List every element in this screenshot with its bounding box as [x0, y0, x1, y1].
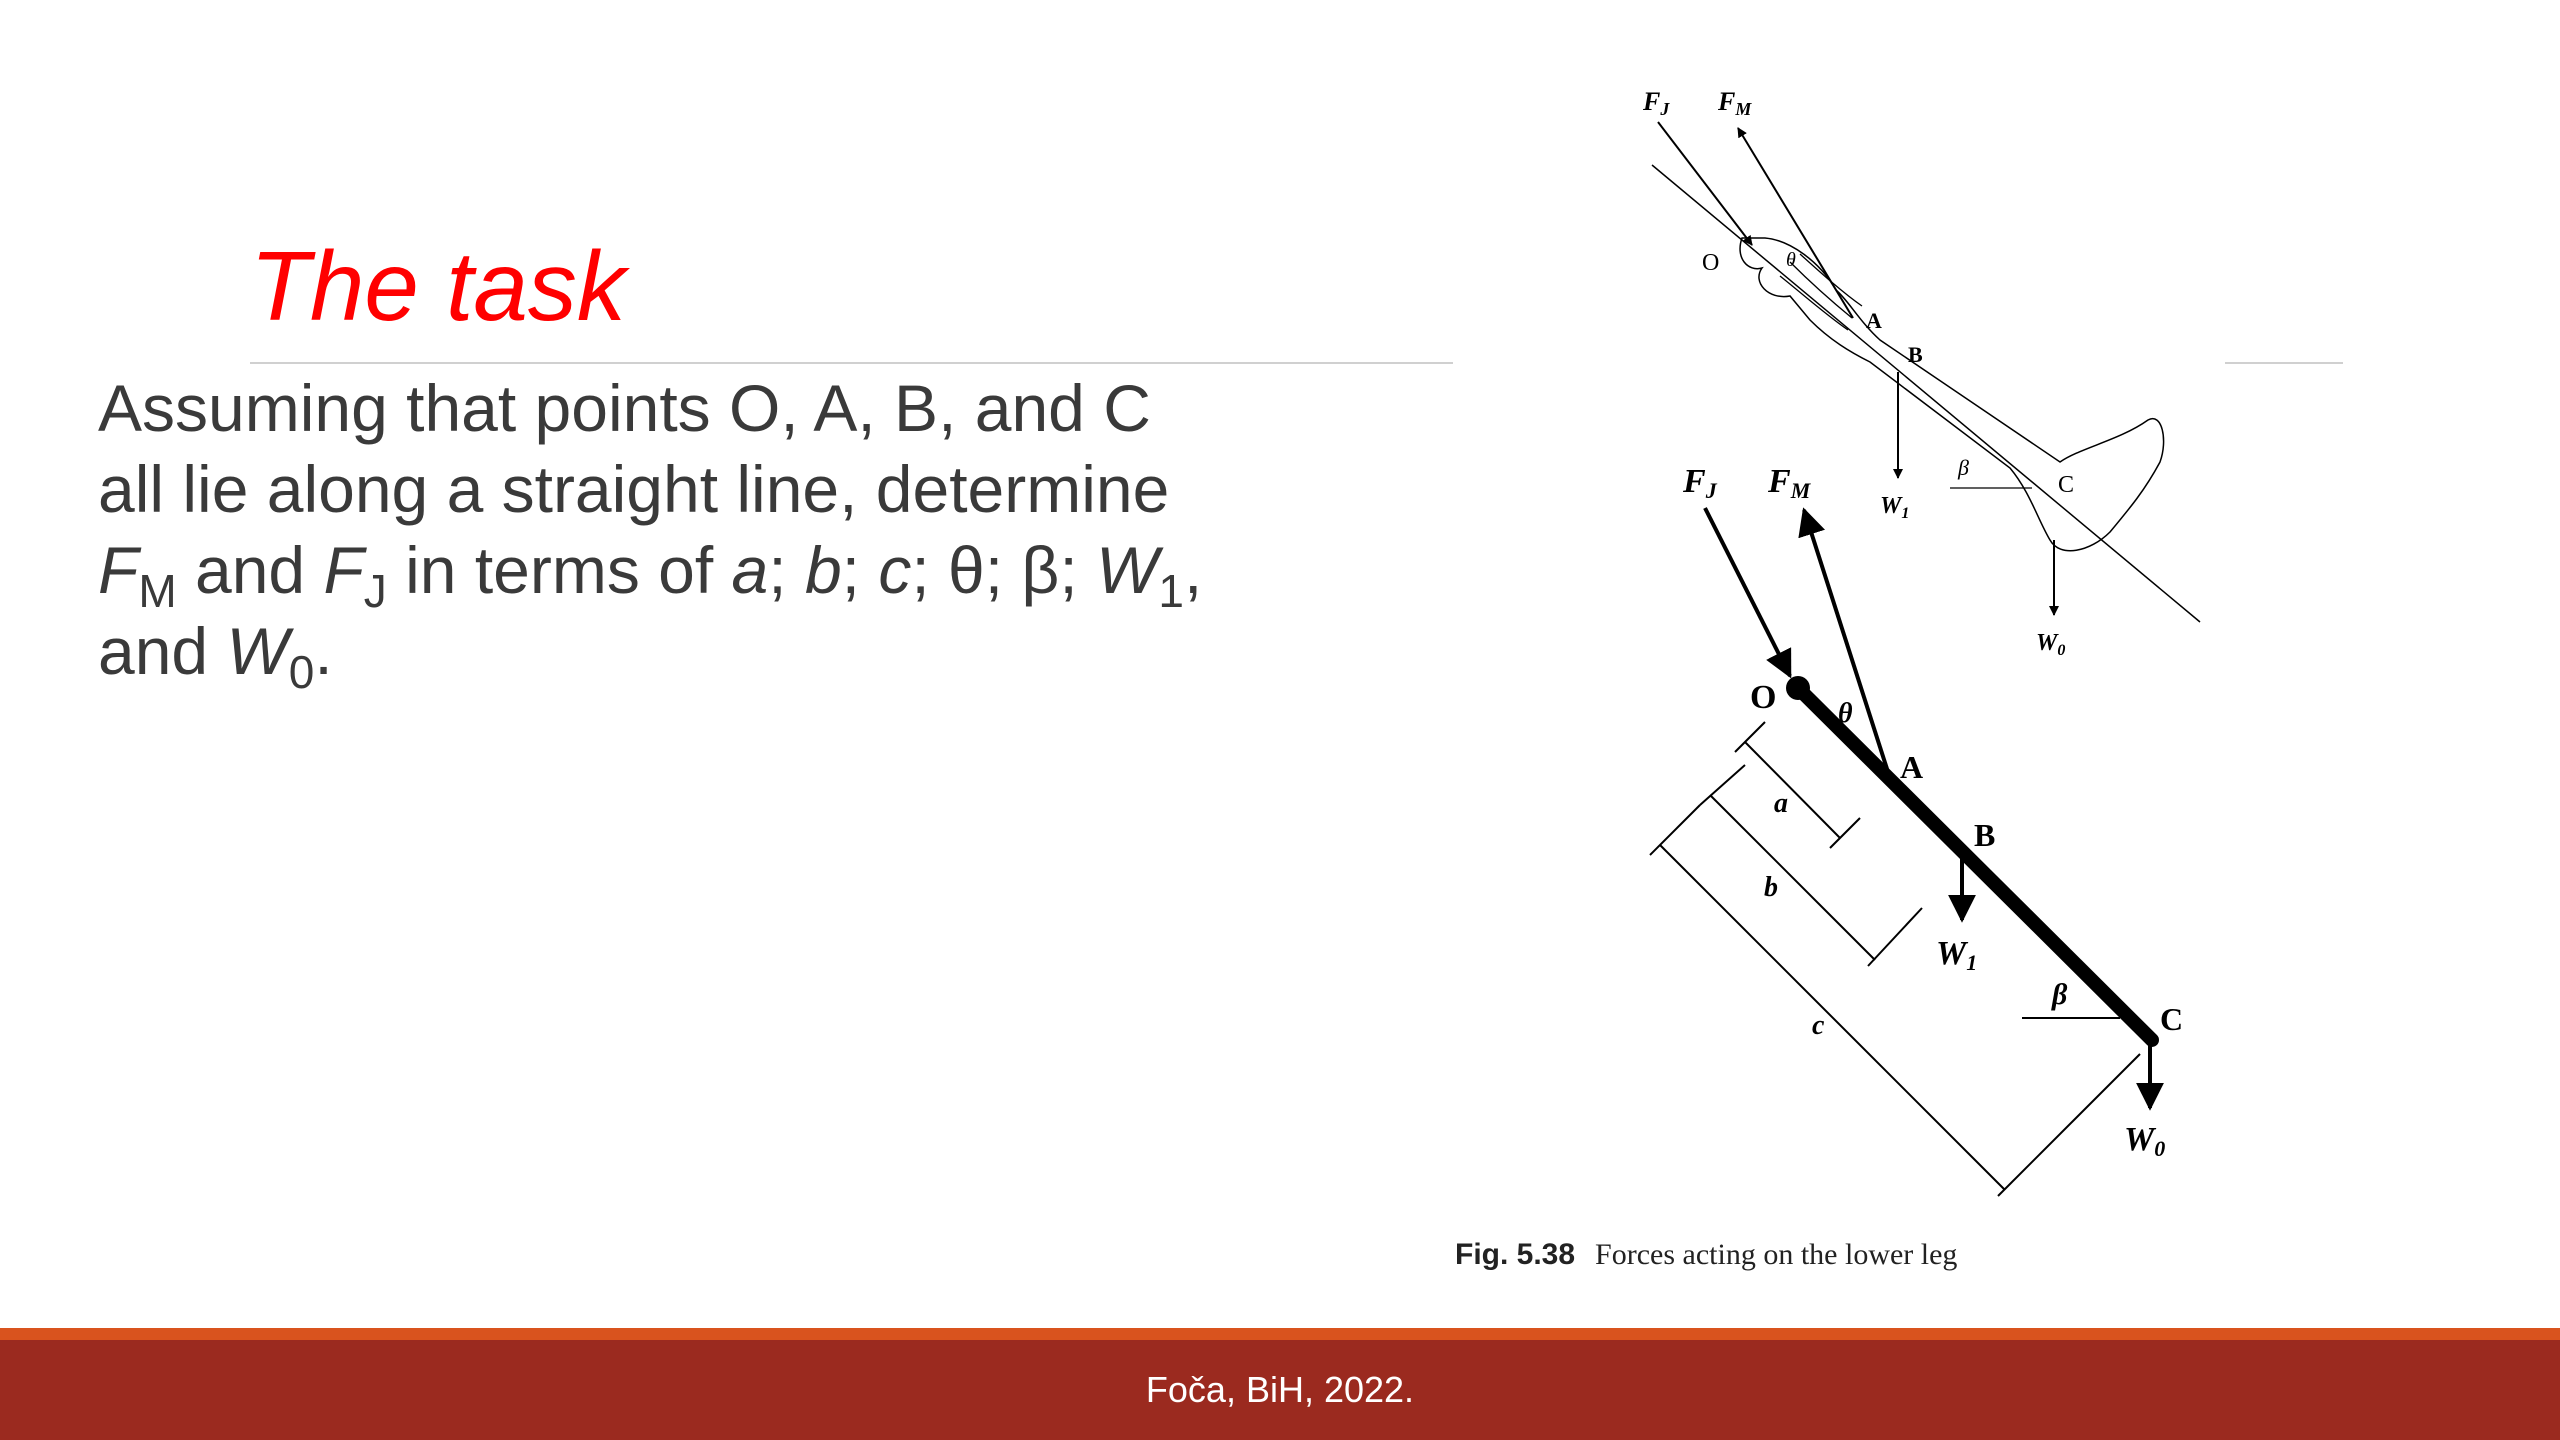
figure-description: Forces acting on the lower leg — [1595, 1238, 1958, 1271]
point-o-label: O — [1750, 679, 1777, 716]
beta-label: β — [2052, 978, 2068, 1011]
dim-a-label: a — [1774, 788, 1788, 819]
top-fm-label: FM — [1718, 87, 1752, 119]
point-b-label: B — [1974, 817, 1996, 853]
task-line-2: all lie along a straight line, determine — [98, 452, 1170, 526]
task-line-1: Assuming that points O, A, B, and C — [98, 371, 1151, 445]
free-body-diagram — [1650, 463, 2183, 1196]
top-theta-label: θ — [1786, 249, 1796, 271]
joint-o-dot — [1786, 676, 1810, 700]
leg-axis-line — [1652, 165, 2200, 622]
title-divider — [250, 362, 1453, 364]
footer-accent-stripe — [0, 1328, 2560, 1340]
leg-outline — [1740, 238, 2164, 551]
fm-label: FM — [1768, 463, 1811, 503]
top-a-label: A — [1866, 308, 1882, 333]
dim-a-line — [1745, 742, 1840, 838]
fj-arrow — [1705, 508, 1790, 676]
w0-label: W0 — [2124, 1121, 2166, 1161]
point-c-label: C — [2160, 1001, 2184, 1037]
figure-caption — [1455, 1238, 1957, 1272]
task-line-3: $F_M$ and $F_J$ in terms of a; b; c; θ; β; $W_1$, — [98, 533, 1203, 617]
footer-bar — [0, 1340, 2560, 1440]
slide-title: The task — [250, 231, 626, 341]
task-line-4: and $W_0$. — [98, 614, 333, 698]
top-beta-label: β — [1958, 455, 1969, 480]
leg-muscle-line-2 — [1780, 276, 1848, 330]
dim-c-line — [1660, 845, 2005, 1190]
top-o-label: O — [1702, 250, 1720, 276]
figure-number: Fig. 5.38 — [1455, 1238, 1576, 1271]
top-c-label: C — [2058, 472, 2075, 498]
leg-bar — [1796, 686, 2152, 1040]
dim-c-label: c — [1812, 1010, 1825, 1041]
point-a-label: A — [1900, 749, 1924, 785]
top-b-label: B — [1908, 342, 1923, 367]
dim-b-line — [1710, 795, 1875, 960]
top-w0-label: $W_0$ — [2036, 630, 2066, 659]
w1-label: W1 — [1936, 935, 1978, 975]
top-fj-arrow — [1658, 122, 1752, 245]
top-w1-label: $W_1$ — [1880, 493, 1910, 522]
top-fj-label: FJ — [1643, 87, 1670, 119]
leg-sketch-figure — [1642, 87, 2200, 659]
lower-leg-force-diagram — [1380, 70, 2280, 1300]
task-statement — [98, 368, 1348, 698]
theta-label: θ — [1838, 698, 1853, 729]
footer-text: Foča, BiH, 2022. — [1145, 1369, 1415, 1410]
dim-b-label: b — [1764, 872, 1778, 903]
fj-label: FJ — [1683, 463, 1717, 503]
